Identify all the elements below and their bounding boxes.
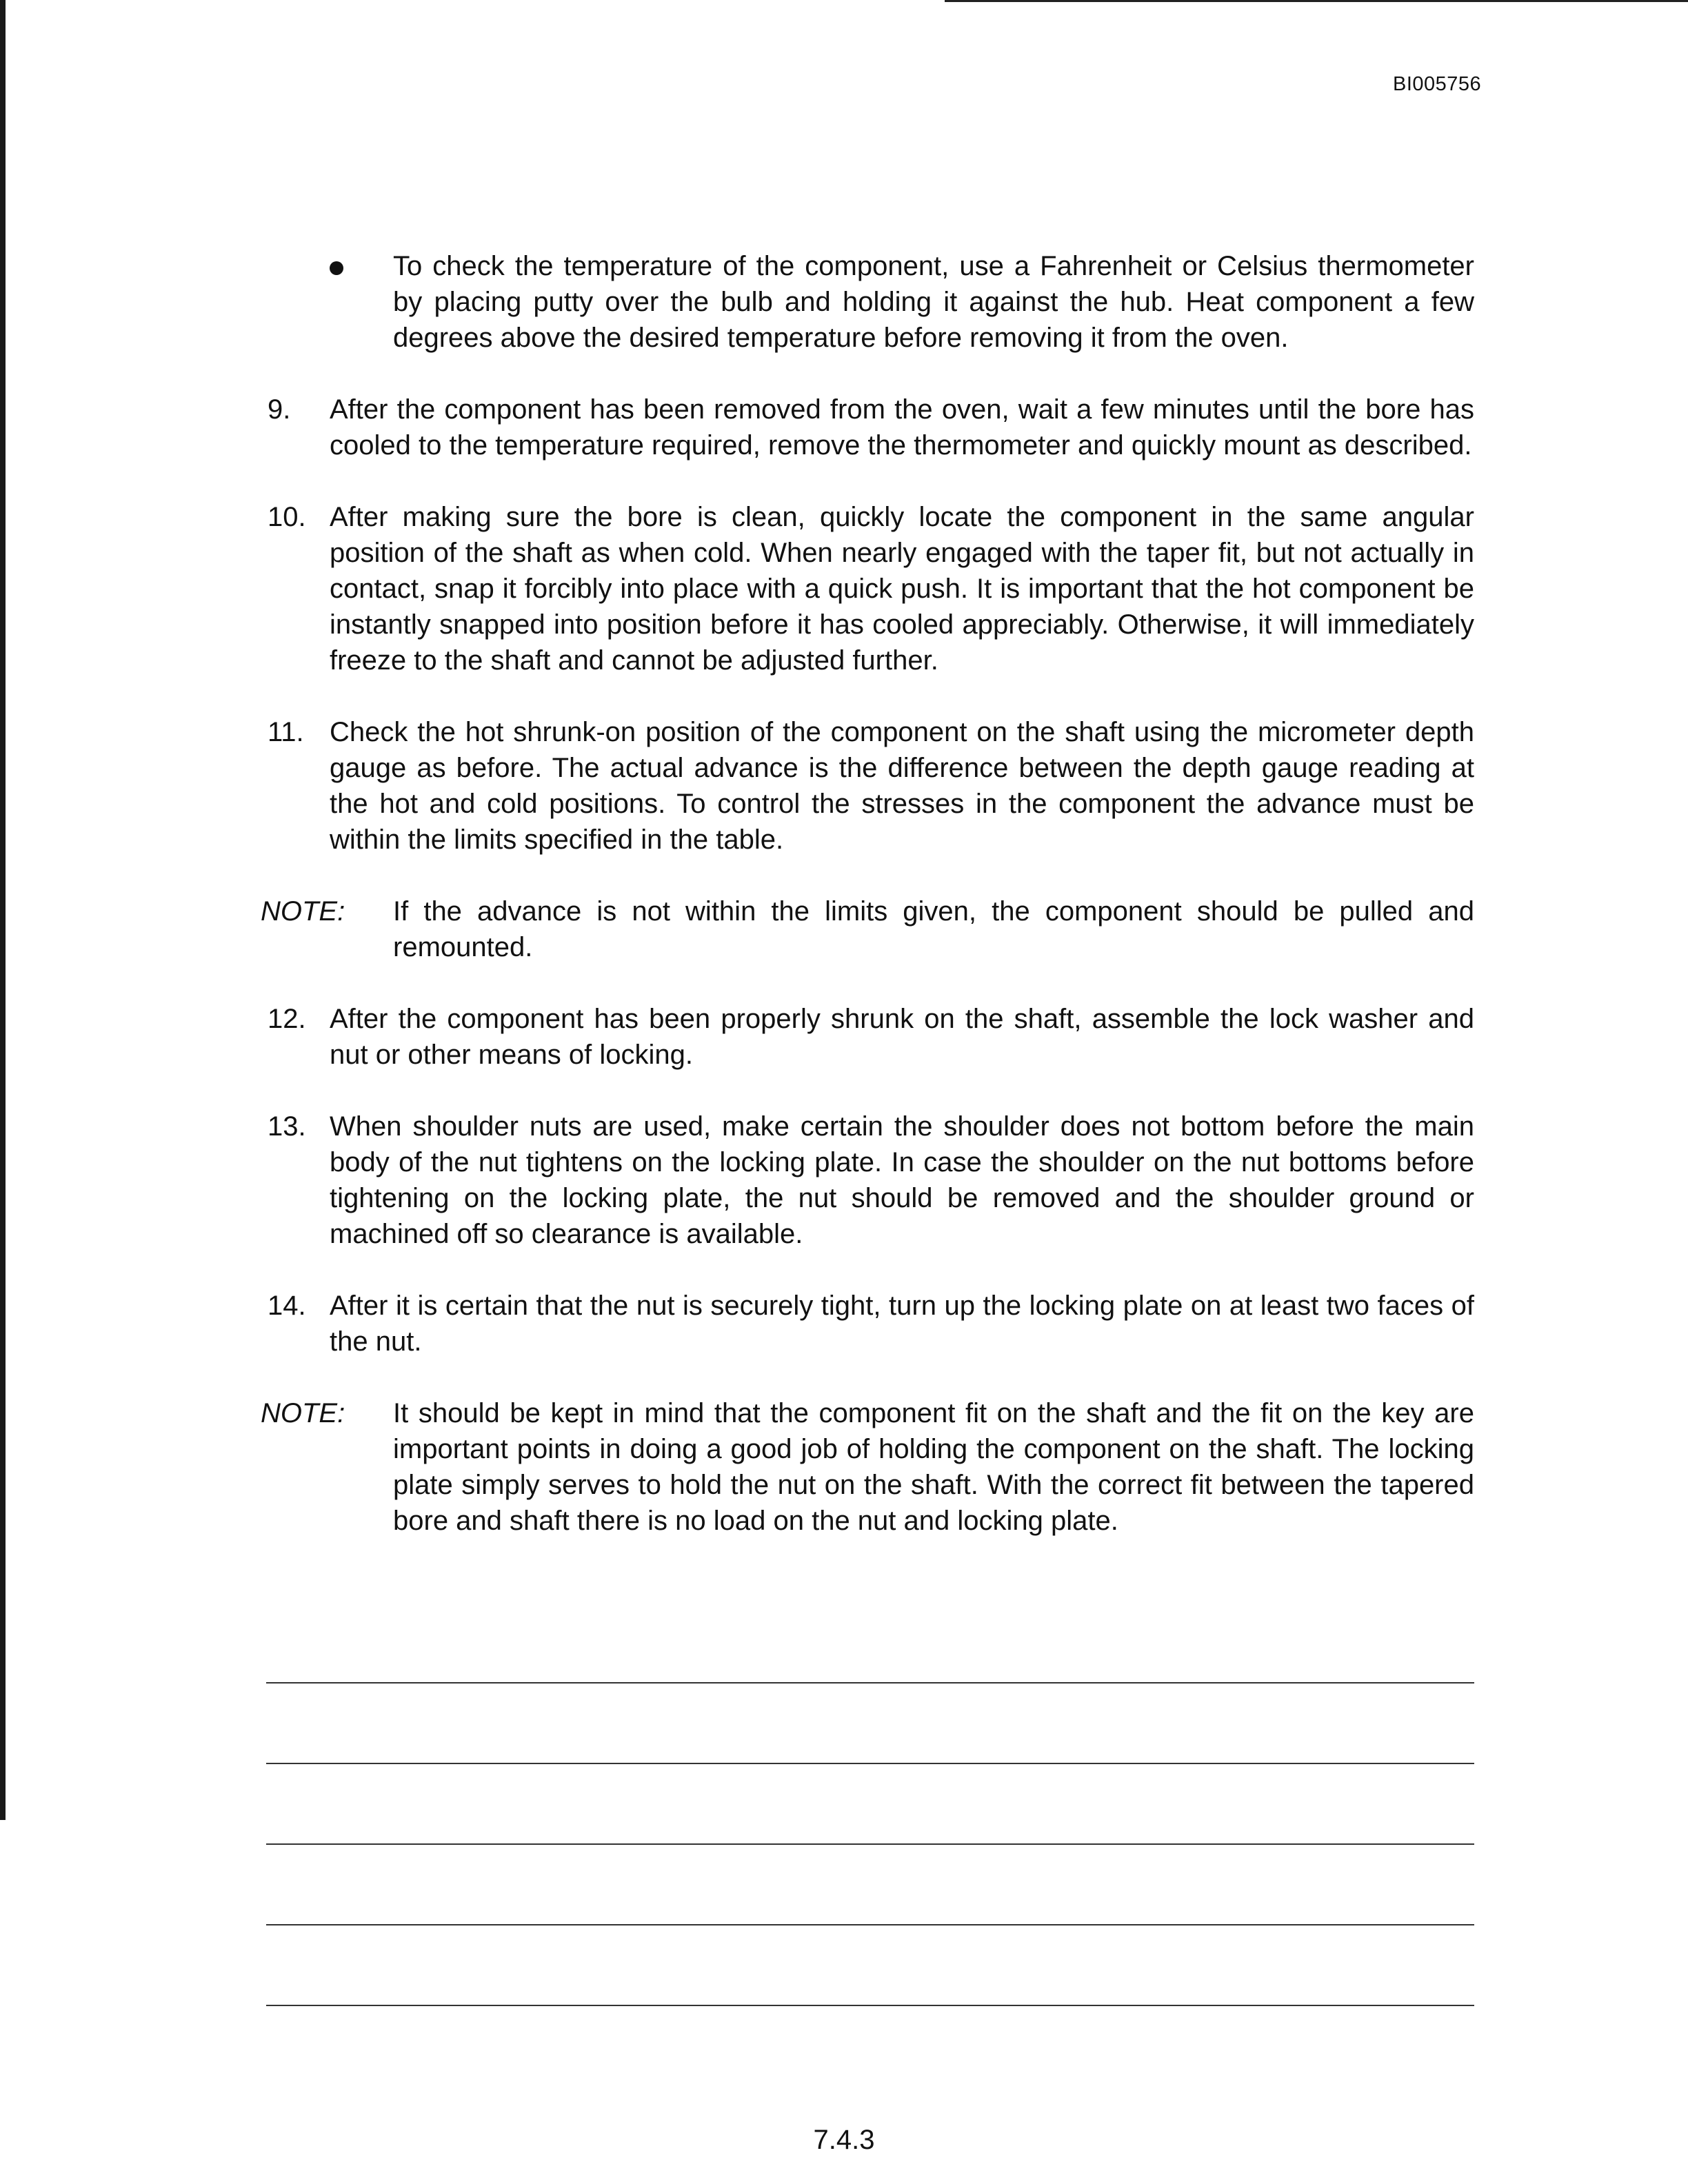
top-rule (945, 0, 1688, 2)
step-14 (261, 1288, 1474, 1359)
note-label: NOTE: (261, 896, 345, 927)
item-text: After making sure the bore is clean, quickly locate the component in the same angular position of the shaft as when cold. When nearly engaged with the taper fit, but not actually in contact, snap it forcibly into place with a quick push. It is important that the hot component be instantly snapped into position before it has cooled appreciably. Otherwise, it will immediately freeze to the shaft and cannot be adjusted further. (330, 502, 1474, 676)
step-13 (261, 1109, 1474, 1252)
item-text: When shoulder nuts are used, make certain the shoulder does not bottom before the main body of the nut tightens on the locking plate. In case the shoulder on the nut bottoms before tightening on the locking plate, the nut should be removed and the shoulder ground or machined off so clearance is available. (330, 1111, 1474, 1249)
item-text: After it is certain that the nut is securely tight, turn up the locking plate on at least two faces of the nut. (330, 1291, 1474, 1357)
page-number: 7.4.3 (813, 2125, 875, 2155)
step-number: 12. (268, 1004, 306, 1034)
blank-write-line (266, 1924, 1474, 1925)
item-text: After the component has been removed from the oven, wait a few minutes until the bore has cooled to the temperature required, remove the thermometer and quickly mount as described. (330, 394, 1474, 461)
bullet-item (261, 248, 1474, 356)
step-11 (261, 714, 1474, 858)
blank-write-line (266, 1843, 1474, 1845)
blank-write-line (266, 2005, 1474, 2006)
note-label: NOTE: (261, 1398, 345, 1428)
document-id: BI005756 (1393, 73, 1482, 95)
scan-edge (0, 0, 6, 1820)
step-number: 11. (268, 717, 304, 747)
step-number: 14. (268, 1291, 306, 1321)
notes-write-in-area (266, 1682, 1474, 2085)
blank-write-line (266, 1763, 1474, 1764)
item-text: Check the hot shrunk-on position of the component on the shaft using the micrometer depth gauge as before. The actual advance is the difference between the depth gauge reading at the hot and cold positions. To control the stresses in the component the advance must be within the limits specified in the table. (330, 717, 1474, 855)
note-component-fit (261, 1395, 1474, 1539)
instructions-body (261, 248, 1474, 1575)
note-advance-limits (261, 893, 1474, 965)
step-number: 13. (268, 1111, 306, 1142)
step-9 (261, 392, 1474, 463)
blank-write-line (266, 1682, 1474, 1684)
step-number: 9. (268, 394, 291, 425)
item-text: If the advance is not within the limits given, the component should be pulled and remounted. (393, 896, 1474, 962)
bullet-icon (330, 261, 343, 275)
step-10 (261, 499, 1474, 678)
bullet-marker (330, 248, 357, 284)
step-12 (261, 1001, 1474, 1073)
item-text: After the component has been properly shrunk on the shaft, assemble the lock washer and nut or other means of locking. (330, 1004, 1474, 1070)
item-text: It should be kept in mind that the component fit on the shaft and the fit on the key are important points in doing a good job of holding the component on the shaft. The locking plate simply serves to hold the nut on the shaft. With the correct fit between the tapered bore and shaft there is no load on the nut and locking plate. (393, 1398, 1474, 1536)
item-text: To check the temperature of the component, use a Fahrenheit or Celsius thermometer by placing putty over the bulb and holding it against the hub. Heat component a few degrees above the desired temperature before removing it from the oven. (393, 251, 1474, 353)
step-number: 10. (268, 502, 306, 532)
